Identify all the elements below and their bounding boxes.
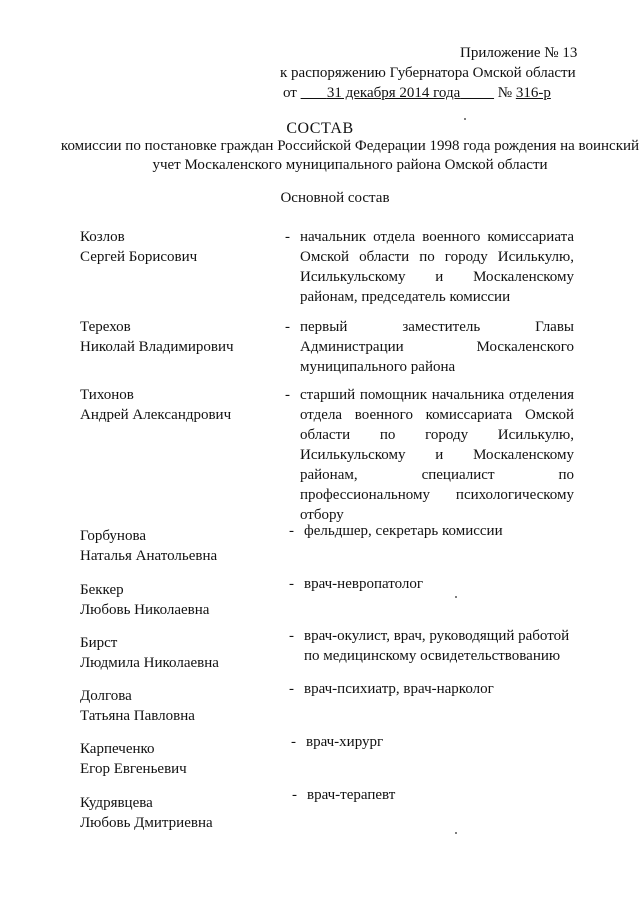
member-role: врач-окулист, врач, руководящий работой по медицинскому освидетельствованию bbox=[304, 628, 570, 664]
number-prefix: № bbox=[497, 85, 513, 101]
member-given-name: Сергей Борисович bbox=[80, 249, 198, 265]
member-dash: - bbox=[289, 576, 294, 592]
document-title: СОСТАВ bbox=[286, 120, 354, 137]
member-surname: Козлов bbox=[80, 229, 125, 245]
member-surname: Карпеченко bbox=[80, 741, 155, 757]
member-surname: Терехов bbox=[80, 319, 131, 335]
member-dash: - bbox=[285, 229, 290, 245]
member-role: старший помощник начальника отделения отдела военного комиссариата Омской области по городу Исилькулю, Исилькульскому и Москаленскому районам, специалист по профессиональному психологическому отбору bbox=[300, 387, 574, 523]
member-role: врач-хирург bbox=[306, 734, 384, 750]
member-role: врач-терапевт bbox=[307, 787, 396, 803]
member-role: начальник отдела военного комиссариата Омской области по городу Исилькулю, Исилькульскому и Москаленскому районам, председатель комиссии bbox=[300, 229, 574, 305]
order-number: 316-р bbox=[515, 85, 551, 101]
member-surname: Долгова bbox=[80, 688, 132, 704]
section-title: Основной состав bbox=[280, 190, 390, 206]
member-given-name: Андрей Александрович bbox=[80, 407, 232, 423]
member-dash: - bbox=[285, 387, 290, 403]
member-role: первый заместитель Главы Администрации Москаленского муниципального района bbox=[300, 319, 574, 375]
scan-speck bbox=[464, 118, 466, 120]
member-dash: - bbox=[292, 787, 297, 803]
member-surname: Кудрявцева bbox=[80, 795, 153, 811]
member-role: фельдшер, секретарь комиссии bbox=[304, 523, 503, 539]
date-prefix: от bbox=[283, 85, 297, 101]
order-reference: к распоряжению Губернатора Омской области bbox=[280, 65, 576, 81]
order-date: 31 декабря 2014 года bbox=[326, 85, 461, 101]
order-date-row bbox=[283, 84, 551, 102]
member-dash: - bbox=[289, 523, 294, 539]
member-role: врач-невропатолог bbox=[304, 576, 424, 592]
member-dash: - bbox=[285, 319, 290, 335]
member-dash: - bbox=[291, 734, 296, 750]
member-surname: Тихонов bbox=[80, 387, 134, 403]
member-given-name: Любовь Дмитриевна bbox=[80, 815, 213, 831]
member-dash: - bbox=[289, 628, 294, 644]
member-surname: Бирст bbox=[80, 635, 118, 651]
member-role: врач-психиатр, врач-нарколог bbox=[304, 681, 494, 697]
document-subtitle: комиссии по постановке граждан Российской Федерации 1998 года рождения на воинский учет Москаленского муниципального района Омской области bbox=[60, 138, 640, 173]
member-dash: - bbox=[289, 681, 294, 697]
member-given-name: Наталья Анатольевна bbox=[80, 548, 218, 564]
member-surname: Горбунова bbox=[80, 528, 146, 544]
member-given-name: Егор Евгеньевич bbox=[80, 761, 187, 777]
scan-speck bbox=[455, 832, 457, 834]
member-given-name: Любовь Николаевна bbox=[80, 602, 210, 618]
member-surname: Беккер bbox=[80, 582, 124, 598]
member-given-name: Людмила Николаевна bbox=[80, 655, 219, 671]
scan-speck bbox=[455, 596, 457, 598]
appendix-label: Приложение № 13 bbox=[460, 45, 578, 61]
member-given-name: Николай Владимирович bbox=[80, 339, 234, 355]
member-given-name: Татьяна Павловна bbox=[80, 708, 195, 724]
